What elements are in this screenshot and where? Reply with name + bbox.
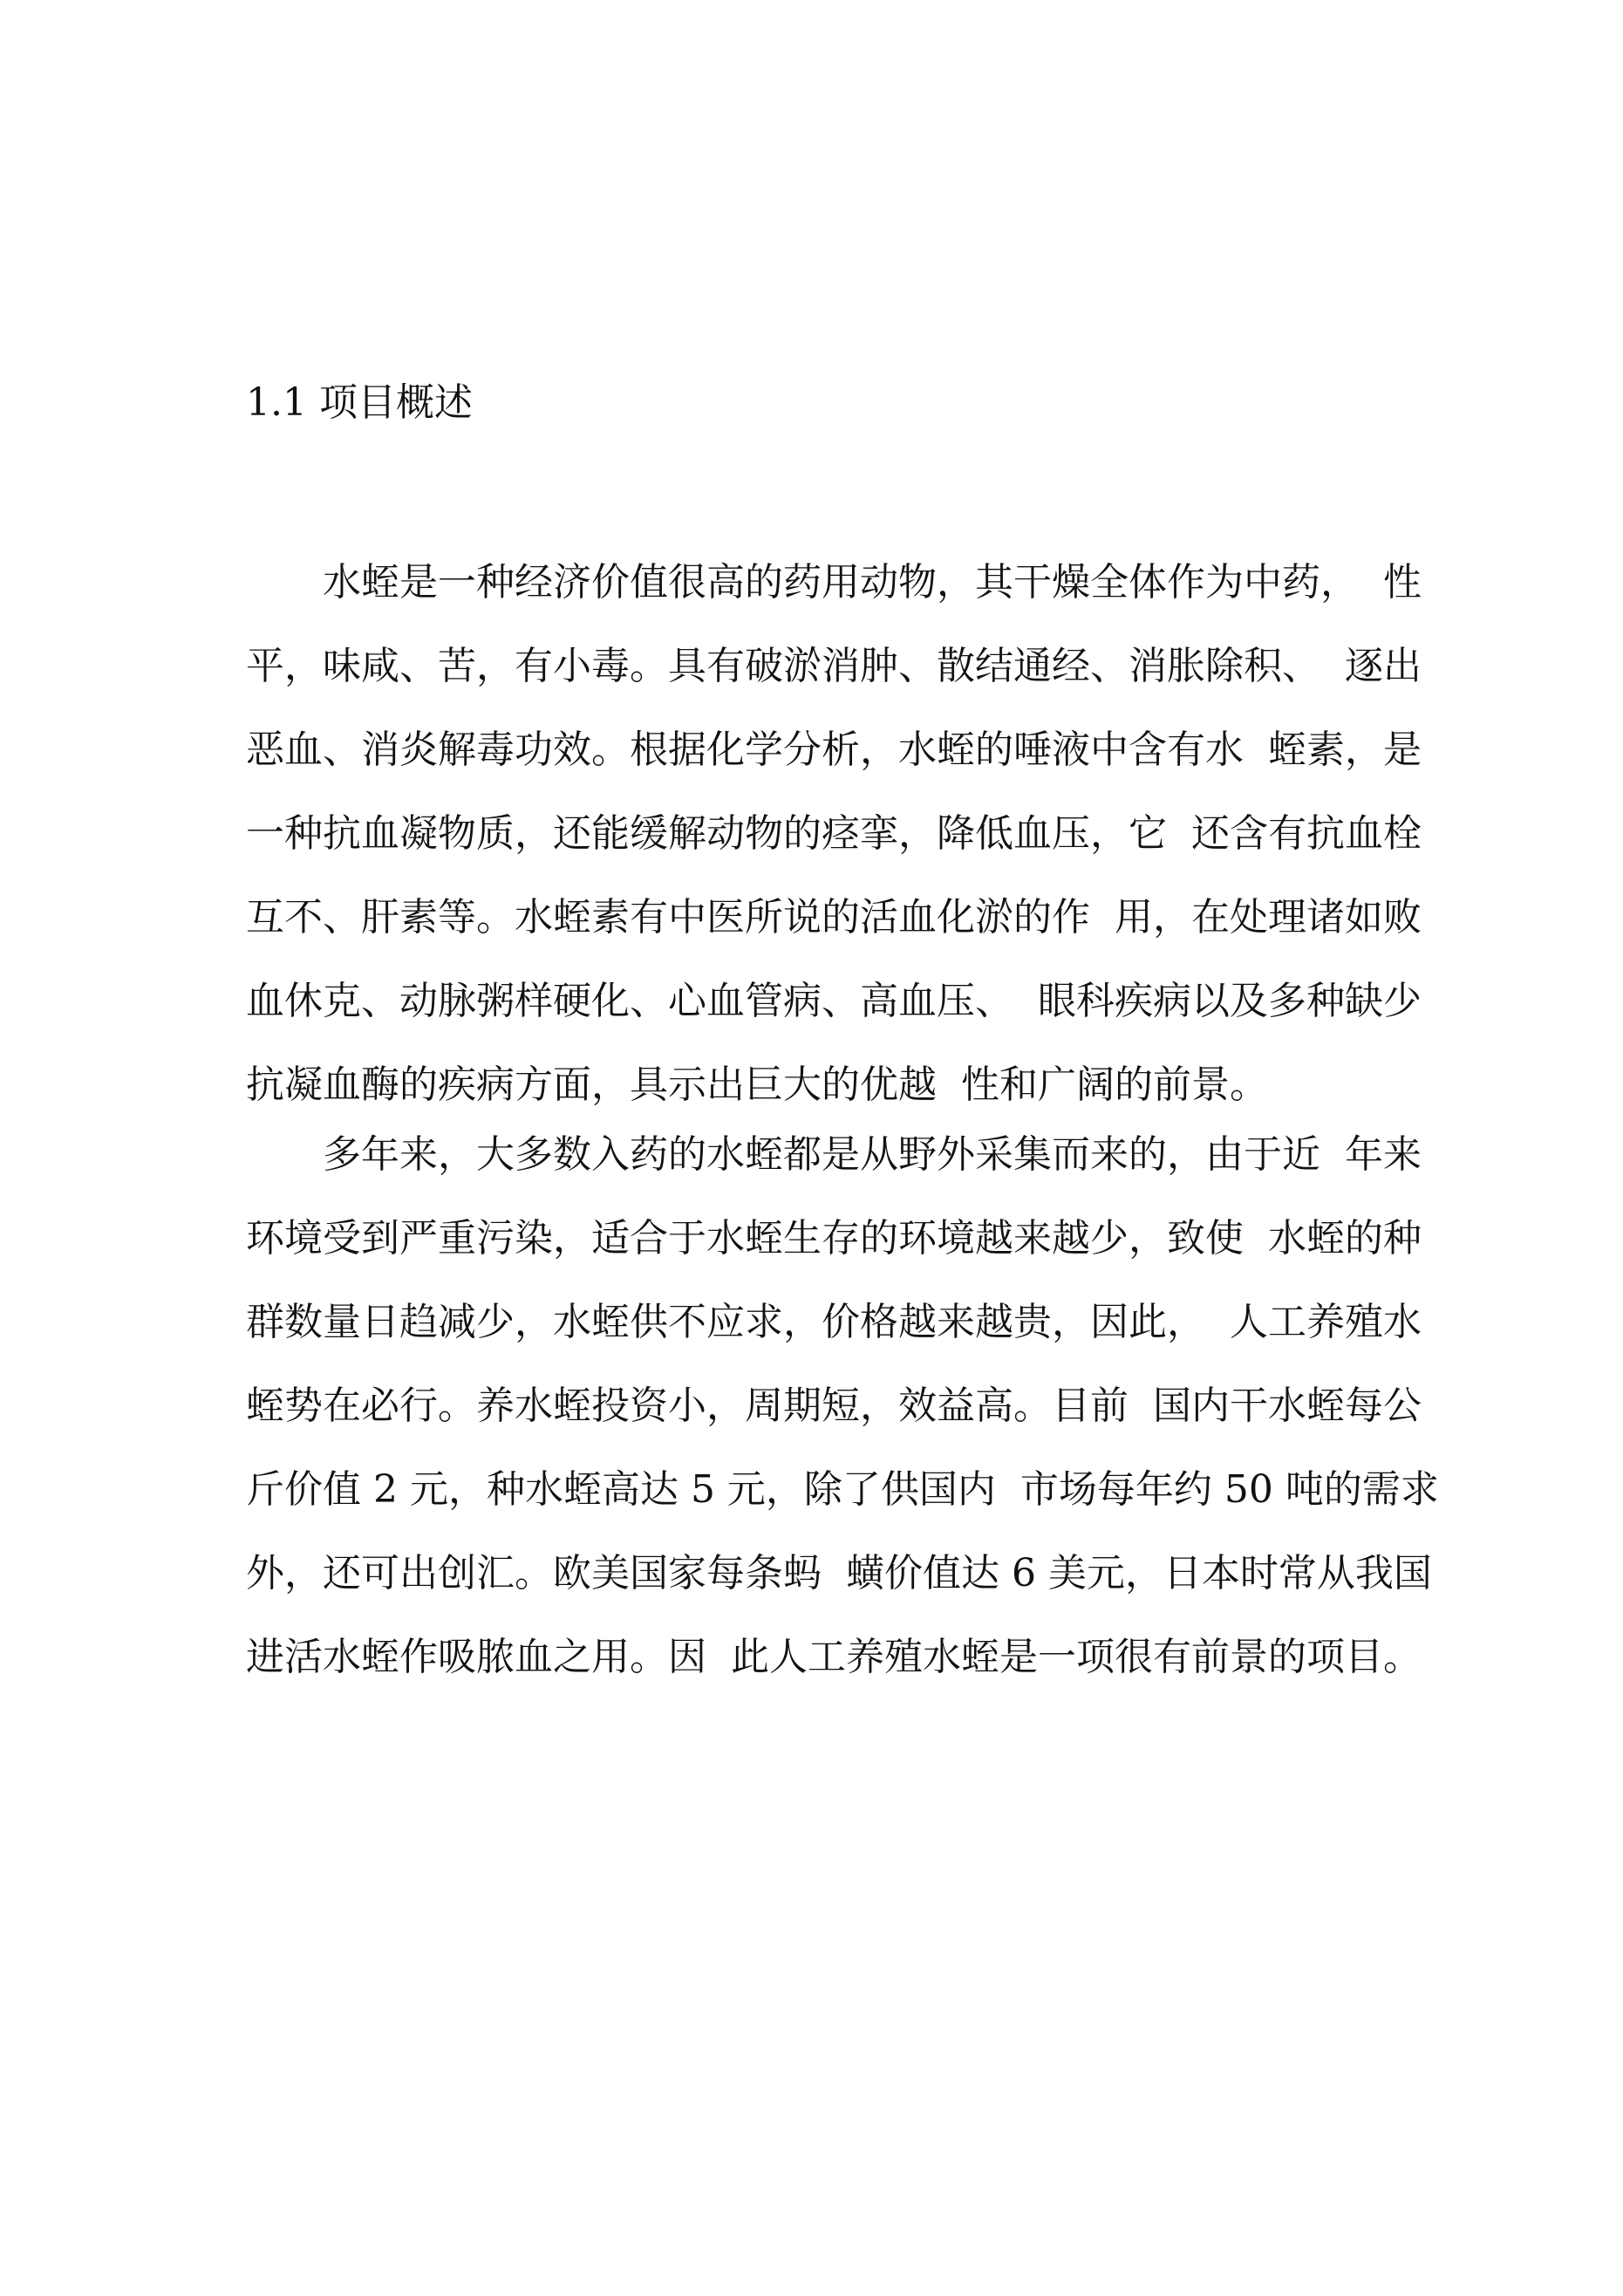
section-heading: 1.1 项目概述 (246, 380, 473, 425)
paragraph-line: 互不、肝素等。水蛭素有中医所说的活血化淤的作 用，在处理诸如败 (246, 895, 1422, 940)
paragraph-line: 血休克、动脉粥样硬化、心血管病、高血压、 眼科疾病以及多种缺少 (246, 979, 1422, 1023)
paragraph-line: 恶血、消炎解毒功效。根据化学分析，水蛭的唾液中含有水 蛭素，是 (246, 728, 1422, 772)
paragraph-line: 平，味咸、苦，有小毒。具有破淤消肿、散结通经、消胀除积、 逐出 (246, 644, 1422, 688)
paragraph-line: 群数量日趋减少，水蛭供不应求，价格越来越贵，因此， 人工养殖水 (246, 1300, 1422, 1344)
paragraph-line: 多年来，大多数入药的水蛭都是从野外采集而来的，由于近 年来 (246, 1132, 1422, 1177)
paragraph-line: 斤价值 2 元，种水蛭高达 5 元，除了供国内 市场每年约 50 吨的需求 (246, 1467, 1439, 1512)
paragraph-line: 外，还可出创汇。欧美国家每条蚂 蟥价值达 6 美元，日本时常从我国 (246, 1551, 1432, 1596)
paragraph-line: 水蛭是一种经济价值很高的药用动物，其干燥全体作为中药， 性 (246, 560, 1422, 605)
paragraph-line: 环境受到严重污染，适合于水蛭生存的环境越来越少，致使 水蛭的种 (246, 1216, 1422, 1261)
paragraph-1 (246, 541, 1422, 1127)
paragraph-line: 抗凝血酶的疾病方面，具示出巨大的优越 性和广阔的前景。 (246, 1063, 1268, 1107)
paragraph-2 (246, 1113, 1439, 1699)
paragraph-line: 蛭势在必行。养水蛭投资小，周期短，效益高。目前 国内干水蛭每公 (246, 1384, 1422, 1428)
paragraph-line: 一种抗血凝物质，还能缓解动物的痉挛，降低血压，它 还含有抗血栓 (246, 811, 1422, 856)
paragraph-line: 进活水蛭作吸脓血之用。因 此人工养殖水蛭是一项很有前景的项目。 (246, 1635, 1422, 1679)
